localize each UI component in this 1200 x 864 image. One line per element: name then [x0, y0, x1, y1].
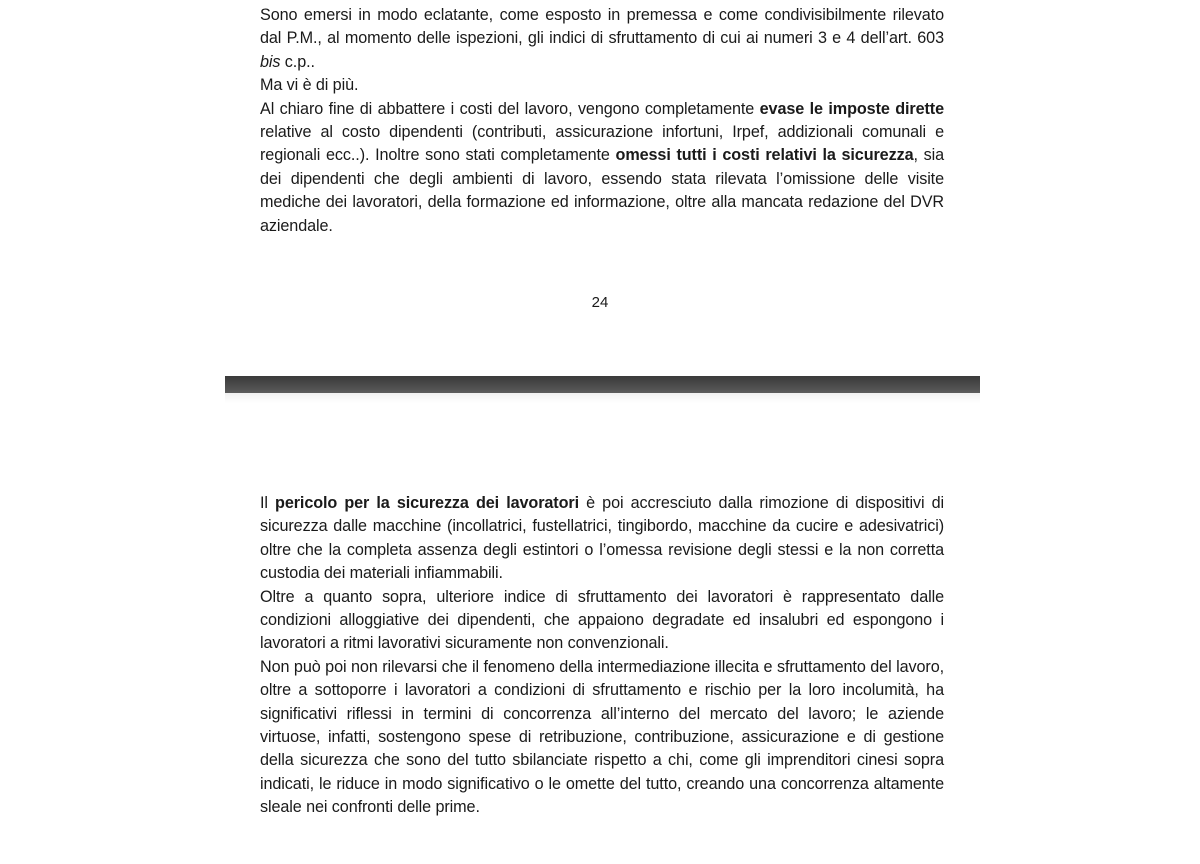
text-span: Il	[260, 494, 276, 512]
paragraph-cost-evasion	[260, 98, 944, 238]
paragraph-safety-danger	[260, 492, 944, 586]
top-page-text	[260, 4, 944, 238]
paragraph-exploitation-indices	[260, 4, 944, 74]
bold-pericolo-sicurezza: pericolo per la sicurezza dei lavoratori	[275, 494, 579, 512]
text-span: Sono emersi in modo eclatante, come esposto in premessa e come condivisibilmente rilevato dal P.M., al momento delle ispezioni, gli indici di sfruttamento di cui ai numeri 3 e 4 dell’art. 603	[260, 6, 944, 48]
paragraph-housing-conditions: Oltre a quanto sopra, ulteriore indice di sfruttamento dei lavoratori è rappresentato dalle condizioni alloggiative dei dipendenti, che appaiono degradate ed insalubri ed espongono i lavoratori a ritmi lavorativi sicuramente non convenzionali.	[260, 587, 944, 653]
text-span: relative al costo dipendenti (contributi, assicurazione infortuni, Irpef, addizionali comunali e regionali ecc..). Inoltre sono stati completamente	[260, 123, 944, 165]
page-divider-shadow	[225, 393, 980, 403]
bottom-page-text	[260, 492, 944, 820]
text-span: Al chiaro fine di abbattere i costi del lavoro, vengono completamente	[260, 99, 760, 118]
bold-evase-imposte: evase le imposte dirette	[759, 99, 945, 118]
paragraph-ma-vi-e-di-piu: Ma vi è di più.	[260, 76, 359, 95]
paragraph-unfair-competition: Non può poi non rilevarsi che il fenomeno della intermediazione illecita e sfruttamento del lavoro, oltre a sottoporre i lavoratori a condizioni di sfruttamento e rischio per la loro incolumità, ha significativi riflessi in termini di concorrenza all’interno del mercato del lavoro; le aziende virtuose, infatti, sostengono spese di retribuzione, contribuzione, assicurazione e di gestione della sicurezza che sono del tutto sbilanciate rispetto a chi, come gli imprenditori cinesi sopra indicati, le riduce in modo significativo o le omette del tutto, creando una concorrenza altamente sleale nei confronti delle prime.	[260, 657, 944, 817]
text-span: c.p..	[280, 52, 315, 71]
text-span: è poi accresciuto dalla rimozione di dispositivi di sicurezza dalle macchine (incollatrici, fustellatrici, tingibordo, macchine da cucire e adesivatrici) oltre che la completa assenza degli estintori o l’omessa revisione degli stessi e la non corretta custodia dei materiali infiammabili.	[260, 494, 944, 583]
page-number: 24	[591, 294, 609, 311]
italic-bis: bis	[260, 52, 281, 71]
text-span: , sia dei dipendenti che degli ambienti di lavoro, essendo stata rilevata l’omissione delle visite mediche dei lavoratori, della formazione ed informazione, oltre alla mancata redazione del DVR aziendale.	[260, 146, 944, 235]
bold-omessi-costi: omessi tutti i costi relativi la sicurezza	[615, 146, 914, 165]
page-divider	[225, 376, 980, 393]
